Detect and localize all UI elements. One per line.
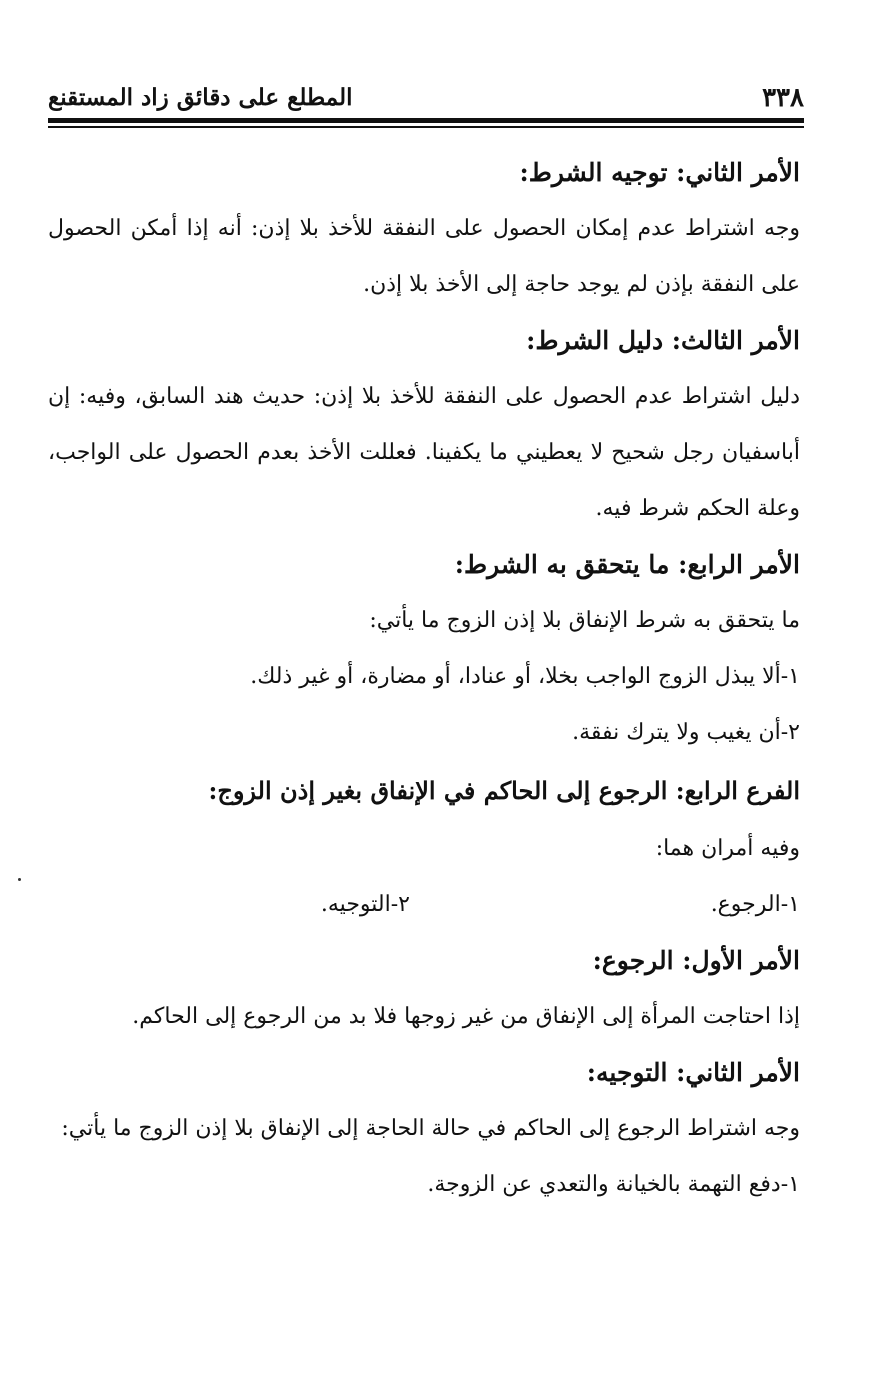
list-item: ١-ألا يبذل الزوج الواجب بخلا، أو عنادا، أو مضارة، أو غير ذلك. [250,664,800,689]
paragraph-two-matters: وفيه أمران هما: [655,836,800,861]
paragraph-recourse: إذا احتاجت المرأة إلى الإنفاق من غير زوجها فلا بد من الرجوع إلى الحاكم. [132,1004,800,1029]
list-item: ١-الرجوع. [710,892,800,917]
header-rule-thick [48,118,804,123]
heading-third-matter: الأمر الثالث: دليل الشرط: [526,326,800,355]
heading-fourth-branch: الفرع الرابع: الرجوع إلى الحاكم في الإنفاق بغير إذن الزوج: [208,776,800,805]
list-item: ٢-أن يغيب ولا يترك نفقة. [572,720,800,745]
two-item-row [48,877,800,933]
list-item: ٢-التوجيه. [320,892,410,917]
scan-speck [18,878,21,881]
heading-fourth-matter: الأمر الرابع: ما يتحقق به الشرط: [454,550,800,579]
heading-first-matter: الأمر الأول: الرجوع: [592,946,800,975]
page-number: ٣٣٨ [762,83,804,113]
running-title: المطلع على دقائق زاد المستقنع [48,84,353,111]
paragraph-guidance: وجه اشتراط الرجوع إلى الحاكم في حالة الحاجة إلى الإنفاق بلا إذن الزوج ما يأتي: [61,1116,800,1141]
paragraph-intro-list: ما يتحقق به شرط الإنفاق بلا إذن الزوج ما يأتي: [369,608,800,633]
header-rule-thin [48,126,804,128]
paragraph-condition-rationale: وجه اشتراط عدم إمكان الحصول على النفقة للأخذ بلا إذن: أنه إذا أمكن الحصول على النفقة بإذن لم يوجد حاجة إلى الأخذ بلا إذن. [48,216,800,297]
list-item: ١-دفع التهمة بالخيانة والتعدي عن الزوجة. [427,1172,800,1197]
page-body [48,145,800,1213]
heading-second-matter: الأمر الثاني: توجيه الشرط: [519,158,800,187]
page-header [48,78,804,118]
paragraph-condition-evidence: دليل اشتراط عدم الحصول على النفقة للأخذ بلا إذن: حديث هند السابق، وفيه: إن أباسفيان رجل شحيح لا يعطيني ما يكفينا. فعللت الأخذ بعدم الحصول على الواجب، وعلة الحكم شرط فيه. [48,384,800,521]
heading-second-matter-guidance: الأمر الثاني: التوجيه: [586,1058,800,1087]
